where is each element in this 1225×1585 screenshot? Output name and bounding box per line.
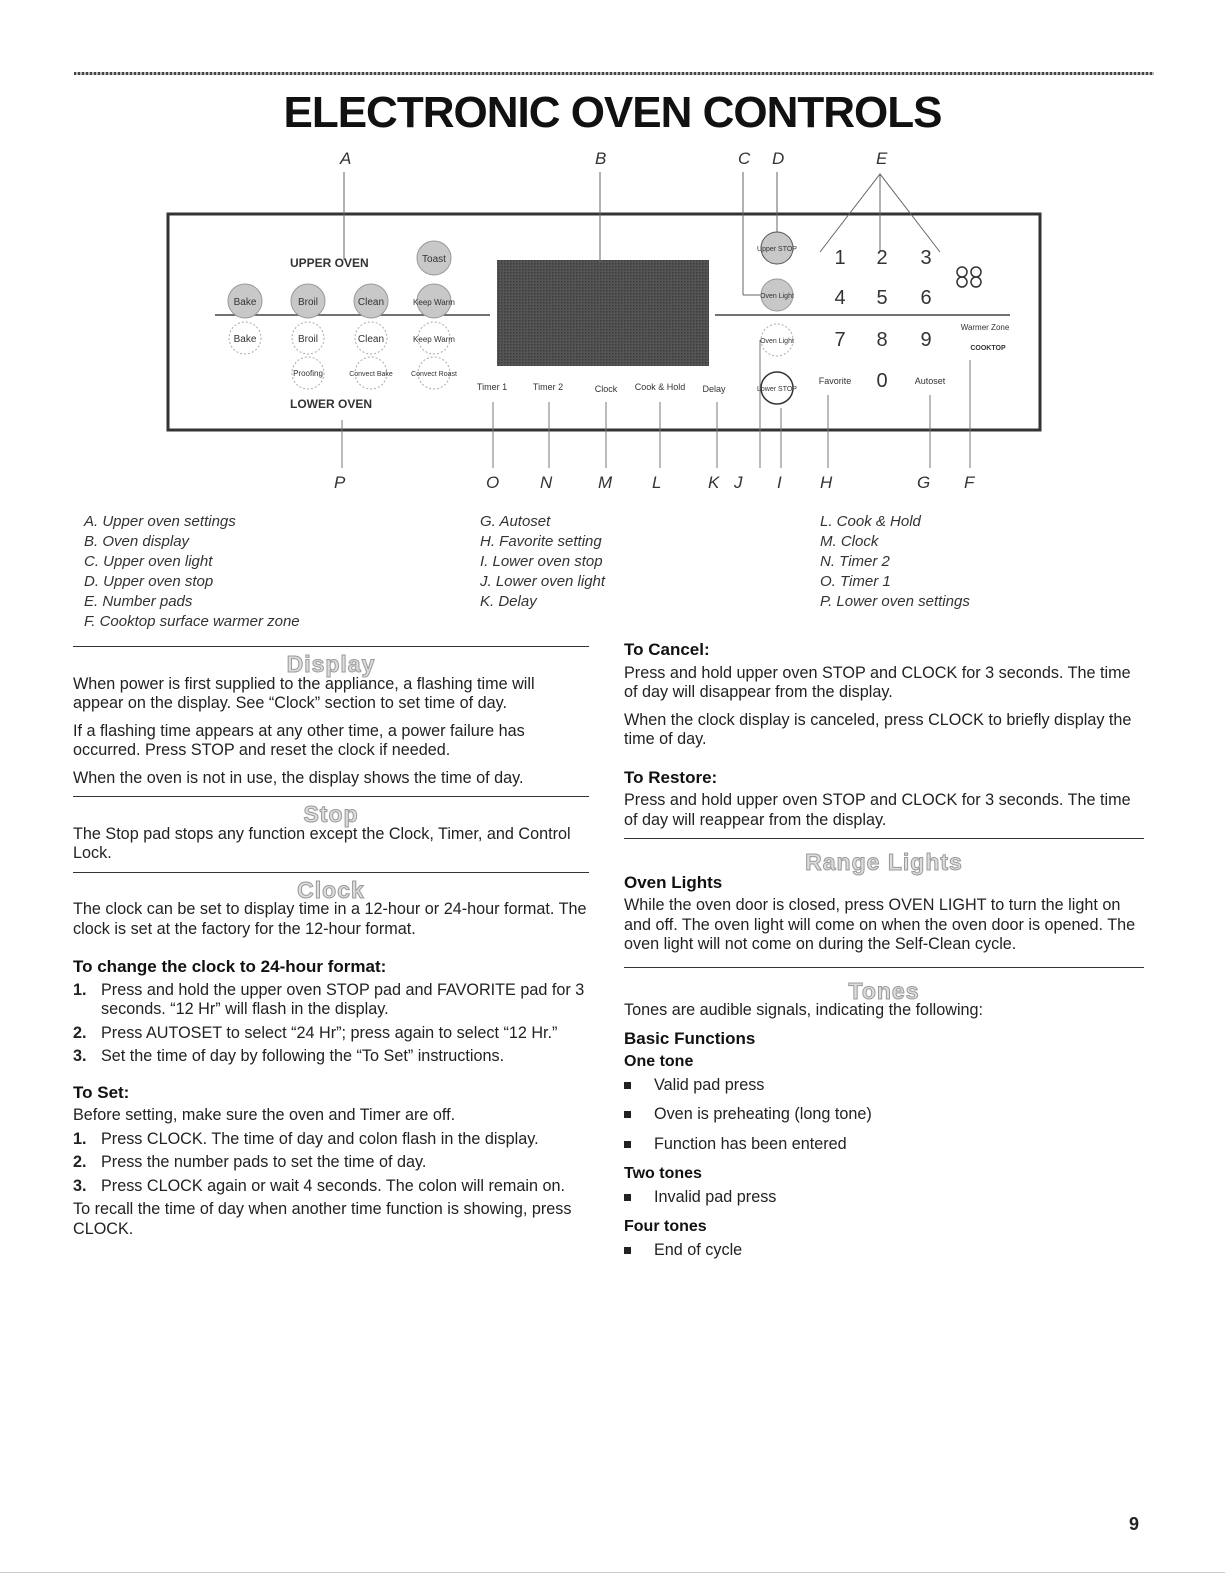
callout-K: K bbox=[708, 473, 720, 492]
callout-D: D bbox=[772, 149, 785, 168]
clock-paragraph: The clock can be set to display time in a 12-hour or 24-hour format. The clock is set at the factory for the 12-hour format. bbox=[73, 900, 587, 938]
legend-item: F. Cooktop surface warmer zone bbox=[84, 613, 300, 630]
display-paragraph: When the oven is not in use, the display shows the time of day. bbox=[73, 768, 524, 787]
restore-paragraph: Press and hold upper oven STOP and CLOCK for 3 seconds. The time of day will reappear from the display. bbox=[624, 791, 1131, 829]
legend-item: C. Upper oven light bbox=[84, 553, 213, 570]
lower-oven-label: LOWER OVEN bbox=[290, 397, 373, 411]
legend-item: O. Timer 1 bbox=[820, 573, 891, 590]
lower-convect-bake-label: Convect Bake bbox=[349, 371, 393, 378]
left-column bbox=[73, 640, 589, 1247]
legend-item: L. Cook & Hold bbox=[820, 513, 921, 530]
one-tone-list bbox=[624, 1076, 1144, 1155]
to-set-intro: Before setting, make sure the oven and Timer are off. bbox=[73, 1106, 456, 1124]
num-6: 6 bbox=[920, 287, 932, 309]
callout-F: F bbox=[964, 473, 975, 492]
upper-broil-label: Broil bbox=[297, 297, 319, 308]
change-clock-heading: To change the clock to 24-hour format: bbox=[73, 957, 387, 976]
clock-pad-label: Clock bbox=[594, 384, 618, 394]
list-item: Function has been entered bbox=[624, 1135, 1144, 1155]
num-0: 0 bbox=[876, 370, 888, 392]
lower-bake-label: Bake bbox=[233, 334, 257, 345]
callout-N: N bbox=[540, 473, 553, 492]
upper-clean-label: Clean bbox=[357, 297, 385, 308]
upper-oven-label: UPPER OVEN bbox=[290, 256, 369, 270]
list-item: 1. Press and hold the upper oven STOP pad and FAVORITE pad for 3 seconds. “12 Hr” will flash in the display. bbox=[73, 980, 585, 1018]
legend-item: H. Favorite setting bbox=[480, 533, 602, 550]
legend-item: I. Lower oven stop bbox=[480, 553, 603, 570]
legend-item: D. Upper oven stop bbox=[84, 573, 214, 590]
num-4: 4 bbox=[834, 287, 846, 309]
num-9: 9 bbox=[920, 329, 932, 351]
to-set-heading: To Set: bbox=[73, 1082, 130, 1102]
to-set-steps bbox=[73, 1130, 589, 1197]
upper-bake-label: Bake bbox=[233, 297, 257, 308]
cancel-paragraph: When the clock display is canceled, press CLOCK to briefly display the time of day. bbox=[624, 710, 1132, 748]
timer2-label: Timer 2 bbox=[532, 382, 564, 392]
num-5: 5 bbox=[876, 287, 888, 309]
legend-item: N. Timer 2 bbox=[820, 553, 890, 570]
num-1: 1 bbox=[834, 247, 846, 269]
list-item: 3. Set the time of day by following the “To Set” instructions. bbox=[73, 1047, 505, 1065]
stop-heading: Stop bbox=[303, 801, 359, 827]
to-cancel-heading: To Cancel: bbox=[624, 640, 710, 659]
cancel-paragraph: Press and hold upper oven STOP and CLOCK for 3 seconds. The time of day will disappear from the display. bbox=[624, 663, 1131, 701]
callout-B: B bbox=[595, 149, 607, 168]
display-paragraph: When power is first supplied to the appliance, a flashing time will appear on the display. See “Clock” section to set time of day. bbox=[73, 674, 535, 712]
callout-A: A bbox=[340, 149, 352, 168]
upper-keep-warm-label: Keep Warm bbox=[413, 298, 455, 307]
legend-column-1 bbox=[84, 512, 300, 632]
callout-C: C bbox=[738, 149, 751, 168]
cooktop-label: COOKTOP bbox=[970, 345, 1006, 352]
legend-item: P. Lower oven settings bbox=[820, 593, 970, 610]
display-heading: Display bbox=[286, 651, 376, 677]
range-lights-heading: Range Lights bbox=[805, 849, 963, 875]
upper-toast-label: Toast bbox=[422, 254, 446, 265]
lower-oven-light-label: Oven Light bbox=[760, 338, 794, 345]
right-column bbox=[624, 640, 1144, 1270]
cook-hold-label: Cook & Hold bbox=[634, 382, 686, 392]
four-tones-heading: Four tones bbox=[624, 1218, 707, 1235]
list-item: Invalid pad press bbox=[624, 1188, 1144, 1208]
legend-column-2 bbox=[480, 512, 605, 612]
legend-item: K. Delay bbox=[480, 593, 537, 610]
num-2: 2 bbox=[876, 247, 888, 269]
section-rule bbox=[73, 872, 589, 873]
cooktop-burner-indicator-icon bbox=[957, 267, 981, 287]
callout-P: P bbox=[334, 473, 346, 492]
upper-stop-label: Upper STOP bbox=[757, 246, 797, 253]
callout-G: G bbox=[917, 473, 931, 492]
section-rule bbox=[624, 838, 1144, 839]
list-item: Valid pad press bbox=[624, 1076, 1144, 1096]
list-item: Oven is preheating (long tone) bbox=[624, 1105, 1144, 1125]
timer1-label: Timer 1 bbox=[476, 382, 508, 392]
lower-stop-label: Lower STOP bbox=[757, 386, 797, 393]
change-clock-steps bbox=[73, 981, 589, 1067]
num-3: 3 bbox=[920, 247, 932, 269]
stop-paragraph: The Stop pad stops any function except the Clock, Timer, and Control Lock. bbox=[73, 824, 571, 862]
clock-recall-paragraph: To recall the time of day when another time function is showing, press CLOCK. bbox=[73, 1200, 572, 1238]
legend-item: E. Number pads bbox=[84, 593, 193, 610]
section-rule bbox=[624, 967, 1144, 968]
display-paragraph: If a flashing time appears at any other time, a power failure has occurred. Press STOP and reset the clock if needed. bbox=[73, 721, 525, 759]
callout-L: L bbox=[652, 473, 662, 492]
callout-I: I bbox=[777, 473, 782, 492]
callout-M: M bbox=[598, 473, 613, 492]
clock-heading: Clock bbox=[297, 876, 365, 903]
delay-label: Delay bbox=[702, 384, 726, 394]
to-restore-heading: To Restore: bbox=[624, 767, 718, 787]
favorite-label: Favorite bbox=[818, 376, 852, 386]
list-item: End of cycle bbox=[624, 1241, 1144, 1261]
lower-convect-roast-label: Convect Roast bbox=[411, 371, 457, 378]
legend-item: G. Autoset bbox=[480, 513, 551, 530]
two-tones-heading: Two tones bbox=[624, 1165, 702, 1182]
oven-lights-heading: Oven Lights bbox=[624, 872, 723, 892]
section-rule bbox=[73, 796, 589, 797]
tones-heading: Tones bbox=[848, 977, 920, 1004]
legend-item: B. Oven display bbox=[84, 533, 190, 550]
list-item: 3. Press CLOCK again or wait 4 seconds. The colon will remain on. bbox=[73, 1176, 565, 1195]
callout-E: E bbox=[876, 149, 888, 168]
callout-J: J bbox=[734, 473, 743, 492]
legend-item: A. Upper oven settings bbox=[84, 513, 236, 530]
two-tones-list bbox=[624, 1188, 1144, 1208]
lower-keep-warm-label: Keep Warm bbox=[413, 335, 455, 344]
num-8: 8 bbox=[876, 329, 888, 351]
callout-H: H bbox=[820, 473, 833, 492]
lower-clean-label: Clean bbox=[357, 334, 385, 345]
list-item: 1. Press CLOCK. The time of day and colon flash in the display. bbox=[73, 1129, 539, 1148]
legend-column-3 bbox=[820, 512, 970, 612]
upper-oven-light-label: Oven Light bbox=[760, 293, 794, 300]
basic-functions-heading: Basic Functions bbox=[624, 1028, 756, 1048]
section-rule bbox=[73, 646, 589, 647]
tones-intro: Tones are audible signals, indicating the following: bbox=[624, 1001, 984, 1019]
one-tone-heading: One tone bbox=[624, 1053, 694, 1070]
page-number: 9 bbox=[1128, 1514, 1139, 1534]
callout-O: O bbox=[486, 473, 500, 492]
control-panel-diagram bbox=[0, 140, 1225, 510]
legend-item: J. Lower oven light bbox=[480, 573, 606, 590]
page-title: ELECTRONIC OVEN CONTROLS bbox=[283, 88, 942, 137]
list-item: 2. Press the number pads to set the time of day. bbox=[73, 1153, 427, 1171]
lower-proofing-label: Proofing bbox=[293, 369, 323, 378]
warmer-zone-label: Warmer Zone bbox=[960, 323, 1010, 332]
top-dotted-rule bbox=[74, 72, 1154, 75]
legend-item: M. Clock bbox=[820, 533, 879, 550]
four-tones-list bbox=[624, 1241, 1144, 1261]
list-item: 2. Press AUTOSET to select “24 Hr”; press again to select “12 Hr.” bbox=[73, 1023, 558, 1042]
num-7: 7 bbox=[834, 329, 846, 351]
range-lights-paragraph: While the oven door is closed, press OVEN LIGHT to turn the light on and off. The oven light will come on when the oven door is opened. The oven light will not come on during the Self-Clean cycle. bbox=[624, 896, 1136, 953]
bottom-rule bbox=[0, 1572, 1225, 1573]
autoset-label: Autoset bbox=[914, 376, 946, 386]
lower-broil-label: Broil bbox=[297, 334, 319, 345]
